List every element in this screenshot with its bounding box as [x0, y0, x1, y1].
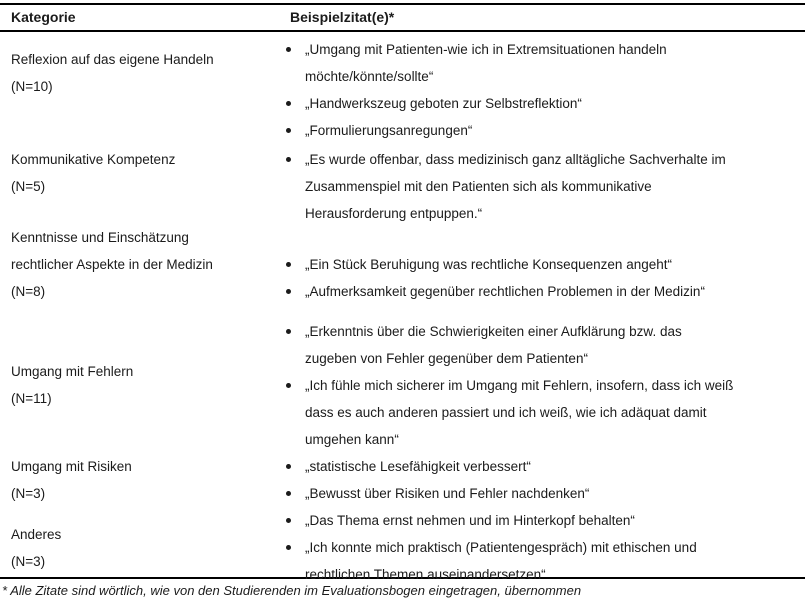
category-cell	[0, 144, 270, 227]
quote-item	[270, 453, 805, 480]
category-line: (N=11)	[11, 391, 52, 406]
quote-item	[270, 318, 805, 372]
quotes-list	[270, 497, 805, 588]
quote-item	[270, 251, 805, 278]
quotes-list	[270, 224, 805, 306]
quote-item	[270, 372, 805, 453]
footnote: * Alle Zitate sind wörtlich, wie von den Studierenden im Evaluationsbogen eingetragen, übernommen	[0, 577, 805, 599]
quotes-list	[270, 443, 805, 507]
quote-line: Herausforderung entpuppen.“	[305, 206, 483, 221]
quote-line: möchte/könnte/sollte“	[305, 69, 434, 84]
quote-item	[270, 534, 805, 588]
table-row	[0, 306, 805, 447]
quote-line: rechtlichen Themen auseinandersetzen“	[305, 567, 546, 582]
table-row	[0, 224, 805, 306]
quote-line: umgehen kann“	[305, 432, 399, 447]
table-row	[0, 32, 805, 144]
quotes-list	[270, 306, 805, 453]
bullet-icon	[286, 545, 291, 550]
bullet-icon	[286, 101, 291, 106]
quote-item	[270, 36, 805, 90]
category-line: Kenntnisse und Einschätzung	[11, 230, 189, 245]
quote-line: Zusammenspiel mit den Patienten sich als kommunikative	[305, 179, 652, 194]
table-row	[0, 144, 805, 224]
category-line: (N=5)	[11, 179, 46, 194]
quote-line: „statistische Lesefähigkeit verbessert“	[305, 459, 531, 474]
category-cell	[0, 224, 270, 306]
category-line: Umgang mit Risiken	[11, 459, 132, 474]
quote-line: zugeben von Fehler gegenüber dem Patienten“	[305, 351, 588, 366]
quote-line: „Aufmerksamkeit gegenüber rechtlichen Problemen in der Medizin“	[305, 284, 705, 299]
category-cell	[0, 32, 270, 144]
quote-line: „Handwerkszeug geboten zur Selbstreflektion“	[305, 96, 582, 111]
quote-line: „Es wurde offenbar, dass medizinisch ganz alltägliche Sachverhalte im	[305, 152, 726, 167]
bullet-icon	[286, 262, 291, 267]
category-line: Anderes	[11, 527, 62, 542]
bullet-icon	[286, 157, 291, 162]
quote-line: „Erkenntnis über die Schwierigkeiten einer Aufklärung bzw. das	[305, 324, 682, 339]
category-cell	[0, 497, 270, 588]
category-line: (N=3)	[11, 554, 46, 569]
category-line: (N=10)	[11, 79, 53, 94]
header-kategorie: Kategorie	[11, 9, 76, 25]
category-cell	[0, 306, 270, 453]
bullet-icon	[286, 518, 291, 523]
quotes-list	[270, 144, 805, 227]
categories-quotes-table	[0, 3, 805, 599]
quote-line: „Bewusst über Risiken und Fehler nachdenken“	[305, 486, 590, 501]
category-line: (N=3)	[11, 486, 46, 501]
quote-line: „Das Thema ernst nehmen und im Hinterkopf behalten“	[305, 513, 635, 528]
bullet-icon	[286, 383, 291, 388]
category-line: rechtlicher Aspekte in der Medizin	[11, 257, 213, 272]
quote-item	[270, 117, 805, 144]
quote-line: „Ich fühle mich sicherer im Umgang mit Fehlern, insofern, dass ich weiß	[305, 378, 734, 393]
bullet-icon	[286, 47, 291, 52]
quote-line: „Formulierungsanregungen“	[305, 123, 473, 138]
quote-line: „Ich konnte mich praktisch (Patientengespräch) mit ethischen und	[305, 540, 697, 555]
quote-item	[270, 278, 805, 305]
category-line: Kommunikative Kompetenz	[11, 152, 176, 167]
quote-item	[270, 146, 805, 227]
category-line: Umgang mit Fehlern	[11, 364, 134, 379]
quote-line: „Ein Stück Beruhigung was rechtliche Konsequenzen angeht“	[305, 257, 672, 272]
header-beispielzitat: Beispielzitat(e)*	[290, 9, 395, 25]
quote-item	[270, 507, 805, 534]
quote-item	[270, 90, 805, 117]
quote-line: „Umgang mit Patienten-wie ich in Extremsituationen handeln	[305, 42, 667, 57]
table-header	[0, 5, 805, 32]
bullet-icon	[286, 491, 291, 496]
bullet-icon	[286, 289, 291, 294]
bullet-icon	[286, 329, 291, 334]
table-row	[0, 497, 805, 582]
quote-item	[270, 480, 805, 507]
category-line: Reflexion auf das eigene Handeln	[11, 52, 214, 67]
quote-line: dass es auch anderen passiert und ich weiß, wie ich adäquat damit	[305, 405, 707, 420]
bullet-icon	[286, 128, 291, 133]
quotes-list	[270, 32, 805, 144]
category-line: (N=8)	[11, 284, 46, 299]
table-body	[0, 32, 805, 582]
bullet-icon	[286, 464, 291, 469]
